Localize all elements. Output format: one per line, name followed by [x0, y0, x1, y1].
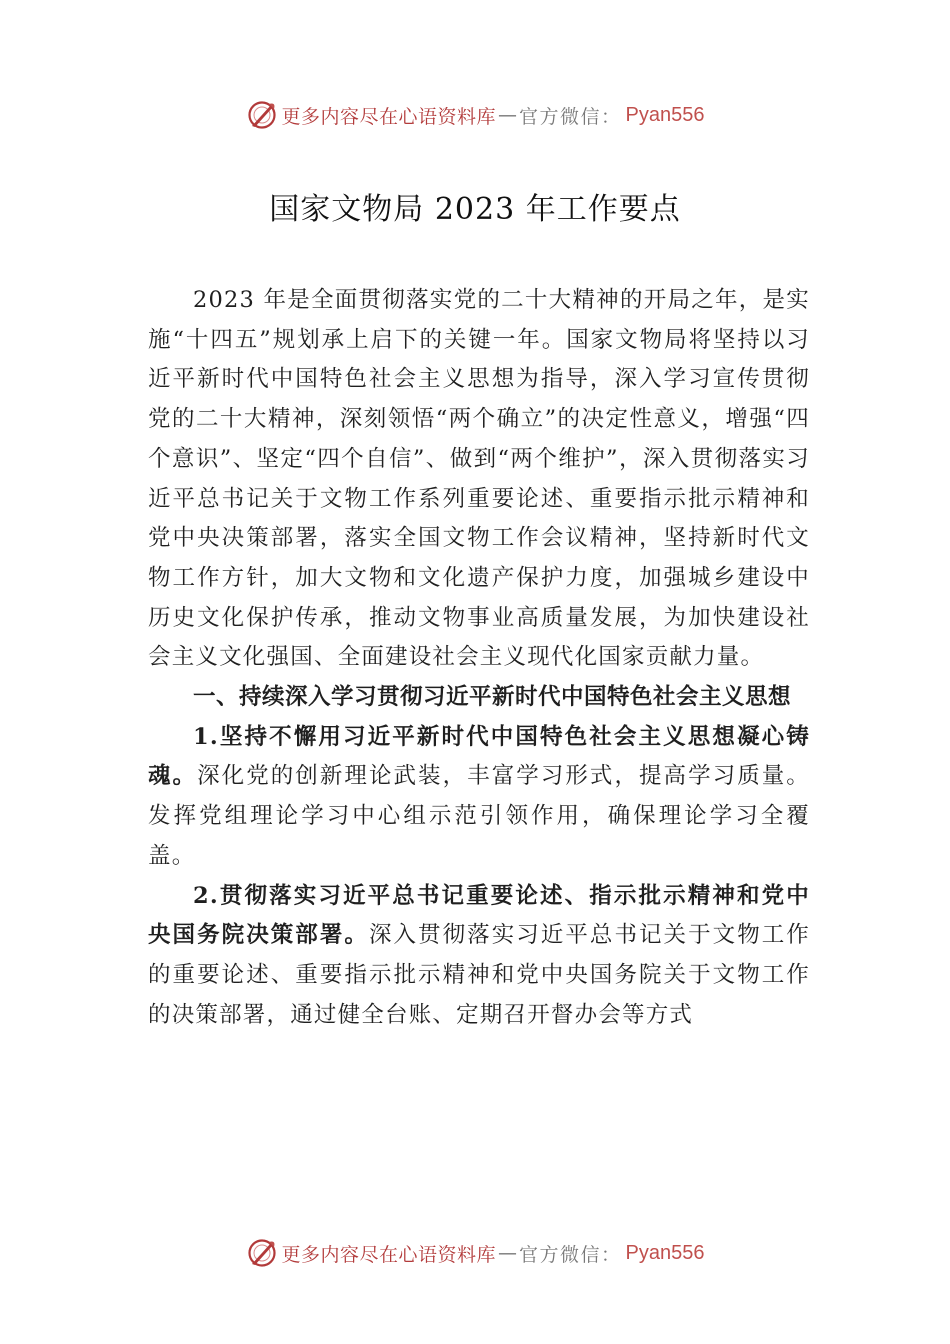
footer-account-label: 官方微信：	[519, 1243, 622, 1266]
footer-account-id: Pyan556	[625, 1241, 705, 1264]
footer-banner	[0, 1233, 950, 1273]
item-2-paragraph	[148, 877, 810, 1036]
quill-circle-logo-icon	[246, 1237, 278, 1269]
intro-paragraph: 2023 年是全面贯彻落实党的二十大精神的开局之年，是实施“十四五”规划承上启下的关键一年。国家文物局将坚持以习近平新时代中国特色社会主义思想为指导，深入学习宣传贯彻党的二十大精神，深刻领悟“两个确立”的决定性意义，增强“四个意识”、坚定“四个自信”、做到“两个维护”，深入贯彻落实习近平总书记关于文物工作系列重要论述、重要指示批示精神和党中央决策部署，落实全国文物工作会议精神，坚持新时代文物工作方针，加大文物和文化遗产保护力度，加强城乡建设中历史文化保护传承，推动文物事业高质量发展，为加快建设社会主义文化强国、全面建设社会主义现代化国家贡献力量。	[148, 287, 810, 671]
footer-brand-text: 更多内容尽在心语资料库	[281, 1243, 497, 1266]
section-1-heading: 一、持续深入学习贯彻习近平新时代中国特色社会主义思想	[193, 684, 792, 711]
quill-circle-logo-icon	[246, 99, 278, 131]
banner-dash: —	[498, 104, 518, 126]
document-body	[148, 281, 810, 1035]
item-2-lead: 2.贯彻落实习近平总书记重要论述、指示批示精神和党中央国务院决策部署。	[148, 882, 810, 949]
banner-brand-text: 更多内容尽在心语资料库	[281, 105, 497, 128]
item-2-body: 深入贯彻落实习近平总书记关于文物工作的重要论述、重要指示批示精神和党中央国务院关于文物工作的决策部署，通过健全台账、定期召开督办会等方式	[148, 922, 810, 1028]
banner-account-id: Pyan556	[625, 103, 705, 126]
item-1-lead: 1.坚持不懈用习近平新时代中国特色社会主义思想凝心铸魂。	[148, 723, 810, 790]
header-banner	[0, 95, 950, 135]
item-1-paragraph	[148, 718, 810, 877]
item-1-body: 深化党的创新理论武装，丰富学习形式，提高学习质量。发挥党组理论学习中心组示范引领作用，确保理论学习全覆盖。	[148, 763, 810, 869]
document-title: 国家文物局 2023 年工作要点	[269, 192, 681, 227]
footer-dash: —	[498, 1242, 518, 1264]
banner-account-label: 官方微信：	[519, 105, 622, 128]
